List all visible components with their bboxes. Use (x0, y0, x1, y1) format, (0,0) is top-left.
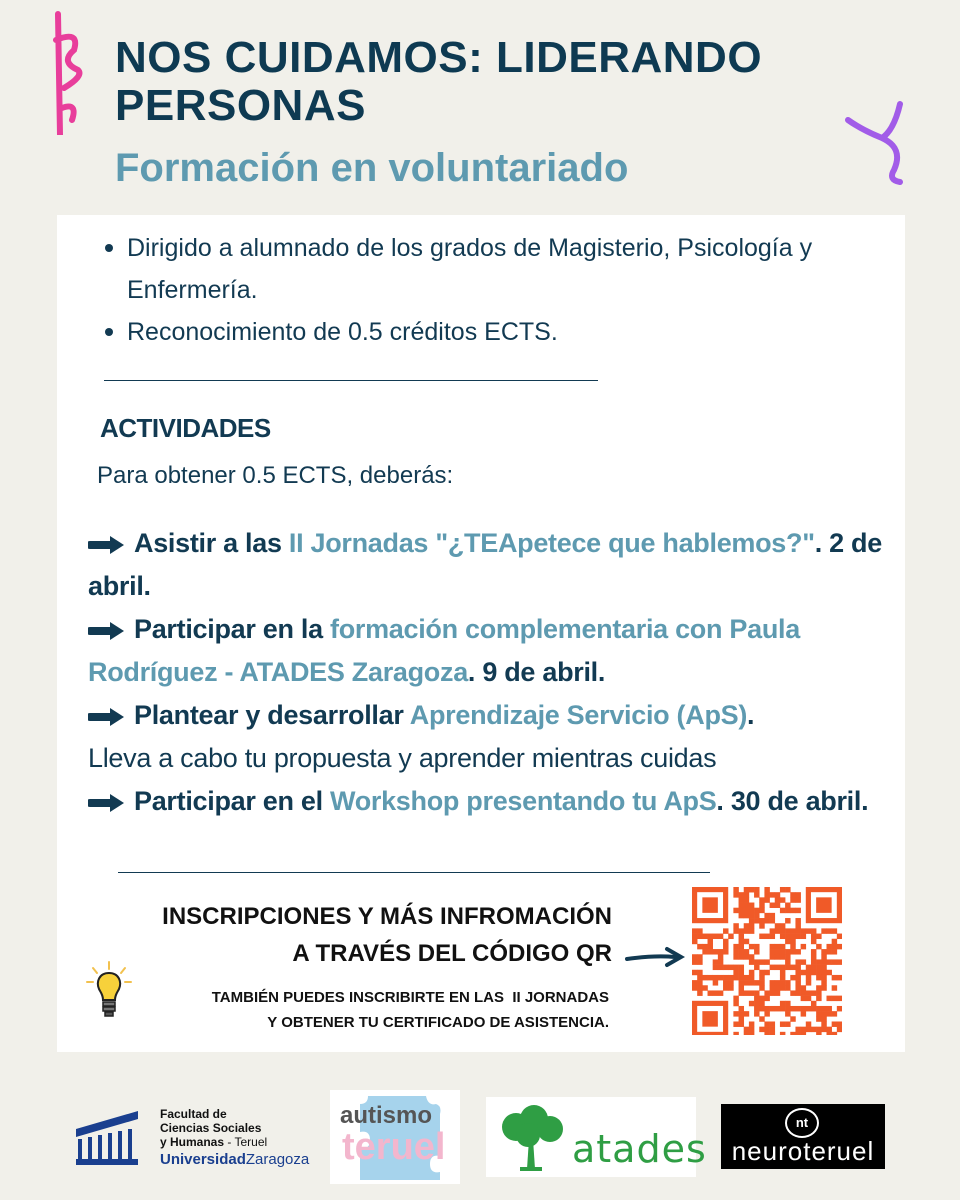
divider (118, 872, 710, 873)
logo-atades (486, 1097, 707, 1177)
activity-highlight: formación complementaria con Paula Rodríguez - ATADES Zaragoza (88, 614, 800, 687)
uz-line1: Facultad de (160, 1107, 227, 1121)
logo-universidad-zaragoza (74, 1103, 319, 1173)
activities-intro: Para obtener 0.5 ECTS, deberás: (97, 462, 454, 489)
bullet-text: Reconocimiento de 0.5 créditos ECTS. (127, 318, 558, 346)
activity-date: . 9 de abril. (467, 657, 606, 687)
activity-text: Participar en la (134, 614, 330, 644)
activity-extra-text: Lleva a cabo tu propuesta y aprender mientras cuidas (88, 743, 717, 773)
inscription-line1: INSCRIPCIONES Y MÁS INFROMACIÓN (162, 903, 612, 930)
arrow-right-icon (88, 534, 128, 556)
activity-punct: . (747, 700, 755, 730)
uz-line3-suffix: - Teruel (224, 1135, 268, 1149)
tree-icon (496, 1103, 566, 1173)
logo-autismo-teruel (330, 1090, 460, 1184)
activity-text: Participar en el (134, 786, 330, 816)
inscription-line2: A TRAVÉS DEL CÓDIGO QR (292, 940, 612, 967)
arrow-right-icon (88, 620, 128, 642)
inscription-heading (70, 898, 612, 972)
activity-highlight: Workshop presentando tu ApS (330, 786, 717, 816)
activities-heading: ACTIVIDADES (100, 413, 271, 443)
uz-line2: Ciencias Sociales (160, 1121, 262, 1135)
uz-building-icon (74, 1107, 140, 1167)
activity-item (88, 780, 888, 823)
page-title: NOS CUIDAMOS: LIDERANDO PERSONAS (115, 33, 763, 130)
info-bullet-list (127, 227, 867, 353)
bullet-dot-icon (105, 244, 113, 252)
uz-university-name (160, 1151, 309, 1168)
jornadas-note (135, 985, 609, 1035)
uz-univ-bold: Universidad (160, 1151, 246, 1168)
uz-faculty-text (160, 1107, 267, 1149)
autismo-text: autismo (340, 1102, 433, 1129)
atades-text: atades (572, 1127, 707, 1171)
note-line1: TAMBIÉN PUEDES INSCRIBIRTE EN LAS II JORNADAS (211, 989, 609, 1006)
logo-neuroteruel (721, 1104, 885, 1169)
pink-scribble-decoration (50, 10, 90, 135)
note-line2: Y OBTENER TU CERTIFICADO DE ASISTENCIA. (267, 1014, 609, 1031)
bullet-item (127, 311, 867, 353)
lightbulb-icon (85, 960, 133, 1022)
activities-list (88, 522, 888, 823)
qr-code[interactable] (692, 887, 842, 1035)
neuroteruel-text: neuroteruel (731, 1136, 875, 1166)
activity-item (88, 608, 888, 694)
uz-line3 (160, 1135, 267, 1149)
activity-date: . 2 de abril. (88, 528, 882, 601)
arrow-right-icon (88, 706, 128, 728)
neuro-mark-text: nt (795, 1115, 809, 1130)
neuro-brain-icon (785, 1108, 819, 1138)
activity-highlight: Aprendizaje Servicio (ApS) (409, 700, 748, 730)
activity-item (88, 522, 888, 608)
bullet-text: Dirigido a alumnado de los grados de Magisterio, Psicología y Enfermería. (127, 234, 813, 304)
uz-line3-text: y Humanas (160, 1135, 225, 1149)
arrow-to-qr-icon (625, 945, 685, 969)
activity-highlight: II Jornadas "¿TEApetece que hablemos?" (288, 528, 815, 558)
activity-text: Asistir a las (134, 528, 289, 558)
activity-text: Plantear y desarrollar (134, 700, 410, 730)
uz-univ-rest: Zaragoza (245, 1151, 310, 1168)
divider (104, 380, 598, 381)
arrow-right-icon (88, 792, 128, 814)
page-subtitle: Formación en voluntariado (115, 146, 629, 190)
activity-item (88, 694, 888, 780)
bullet-dot-icon (105, 328, 113, 336)
bullet-item (127, 227, 867, 311)
teruel-text: teruel (342, 1126, 446, 1168)
activity-date: . 30 de abril. (716, 786, 869, 816)
